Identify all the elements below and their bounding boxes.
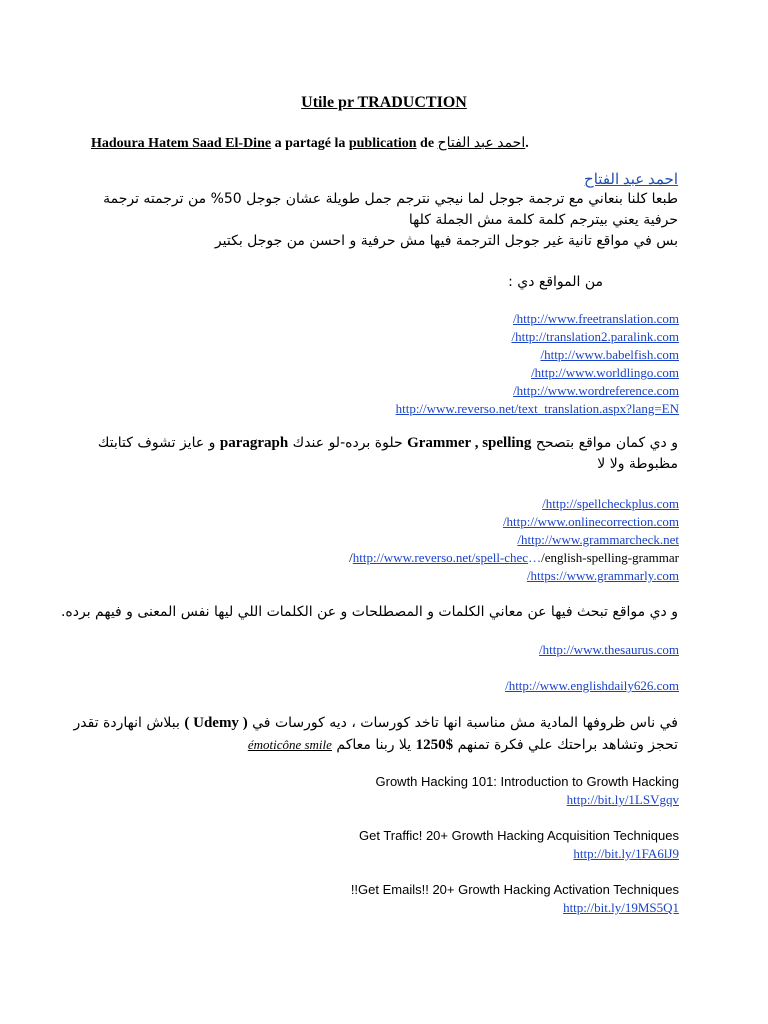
course-item bbox=[359, 827, 679, 863]
page-title: Utile pr TRADUCTION bbox=[301, 94, 467, 111]
link-paralink[interactable]: /http://translation2.paralink.com bbox=[511, 329, 679, 344]
reverso-spell-row bbox=[349, 549, 679, 567]
share-text: a partagé la bbox=[271, 136, 349, 151]
translation-links-list bbox=[396, 310, 679, 418]
share-text-de: de bbox=[416, 136, 438, 151]
udemy-line-2 bbox=[58, 734, 678, 756]
intro-line: بس في مواقع تانية غير جوجل الترجمة فيها مش حرفية و احسن من جوجل بكتير bbox=[214, 233, 678, 249]
spelling-links-list bbox=[349, 495, 679, 585]
spelling-bold: Grammer , spelling bbox=[407, 435, 532, 451]
share-end: . bbox=[525, 136, 529, 151]
link-spellcheckplus[interactable]: /http://spellcheckplus.com bbox=[542, 496, 679, 511]
link-babelfish[interactable]: /http://www.babelfish.com bbox=[540, 347, 679, 362]
spelling-text: و دي كمان مواقع بتصحح bbox=[531, 435, 678, 451]
link-onlinecorrection[interactable]: /http://www.onlinecorrection.com bbox=[502, 514, 679, 529]
slash-text: / bbox=[349, 550, 353, 565]
link-reverso-spell[interactable]: http://www.reverso.net/spell-chec bbox=[352, 550, 529, 565]
link-englishdaily[interactable]: /http://www.englishdaily626.com bbox=[505, 678, 679, 693]
ellipsis-text: … bbox=[528, 550, 542, 565]
intro-line: طبعا كلنا بنعاني مع ترجمة جوجل لما نيجي نترجم جمل طويلة عشان جوجل 50% من ترجمته ترجمة bbox=[103, 191, 678, 207]
price-bold: $1250 bbox=[415, 737, 454, 753]
udemy-text: تحجز وتشاهد براحتك علي فكرة تمنهم bbox=[453, 737, 678, 753]
englishdaily-row bbox=[505, 677, 679, 695]
spelling-line-1 bbox=[58, 433, 678, 454]
link-grammarly[interactable]: /https://www.grammarly.com bbox=[526, 568, 679, 583]
link-worldlingo[interactable]: /http://www.worldlingo.com bbox=[531, 365, 679, 380]
spelling-line-2: مظبوطة ولا لا bbox=[597, 456, 678, 472]
link-wordreference[interactable]: /http://www.wordreference.com bbox=[513, 383, 679, 398]
udemy-text: في ناس ظروفها المادية مش مناسبة انها تاخد كورسات ، ديه كورسات في bbox=[247, 715, 678, 731]
intro-paragraph bbox=[78, 189, 678, 252]
paragraph-bold: paragraph bbox=[219, 435, 289, 451]
original-author-link[interactable]: احمد عبد الفتاح bbox=[437, 136, 526, 151]
post-author-name[interactable]: احمد عبد الفتاح bbox=[584, 172, 678, 188]
reverso-rest-text: /english-spelling-grammar bbox=[541, 550, 679, 565]
share-line bbox=[91, 135, 529, 152]
thesaurus-row bbox=[539, 641, 679, 659]
publication-link[interactable]: publication bbox=[348, 136, 417, 151]
course-link[interactable]: http://bit.ly/1LSVgqv bbox=[566, 792, 679, 807]
link-grammarcheck[interactable]: /http://www.grammarcheck.net bbox=[517, 532, 679, 547]
link-thesaurus[interactable]: /http://www.thesaurus.com bbox=[539, 642, 679, 657]
course-link[interactable]: http://bit.ly/1FA6lJ9 bbox=[573, 846, 679, 861]
intro-line: حرفية يعني بيترجم كلمة كلمة مش الجملة كلها bbox=[408, 212, 678, 228]
spelling-text: حلوة برده-لو عندك bbox=[288, 435, 408, 451]
link-reverso-translation[interactable]: http://www.reverso.net/text_translation.aspx?lang=EN bbox=[395, 401, 679, 416]
course-title: Get Traffic! 20+ Growth Hacking Acquisition Techniques bbox=[359, 828, 679, 843]
spelling-paragraph bbox=[58, 433, 678, 475]
udemy-text: يلا ربنا معاكم bbox=[331, 737, 416, 753]
course-link[interactable]: http://bit.ly/19MS5Q1 bbox=[563, 900, 679, 915]
author-link[interactable]: Hadoura Hatem Saad El-Dine bbox=[91, 136, 272, 151]
udemy-line-1 bbox=[58, 713, 678, 734]
course-title: !!Get Emails!! 20+ Growth Hacking Activation Techniques bbox=[350, 882, 679, 897]
udemy-paragraph bbox=[58, 713, 678, 756]
link-freetranslation[interactable]: /http://www.freetranslation.com bbox=[513, 311, 679, 326]
sites-intro: من المواقع دي : bbox=[508, 274, 603, 290]
course-title: Growth Hacking 101: Introduction to Growth Hacking bbox=[375, 774, 679, 789]
meaning-paragraph: و دي مواقع تبحث فيها عن معاني الكلمات و المصطلحات و عن الكلمات اللي ليها نفس المعنى و فيهم برده. bbox=[60, 604, 678, 620]
spelling-text: و عايز تشوف كتابتك bbox=[97, 435, 220, 451]
smile-emoticon-link[interactable]: émoticône smile bbox=[247, 737, 332, 752]
course-item bbox=[376, 773, 679, 809]
udemy-bold: ( Udemy ) bbox=[184, 715, 248, 731]
course-item bbox=[351, 881, 679, 917]
udemy-text: ببلاش انهاردة تقدر bbox=[73, 715, 185, 731]
